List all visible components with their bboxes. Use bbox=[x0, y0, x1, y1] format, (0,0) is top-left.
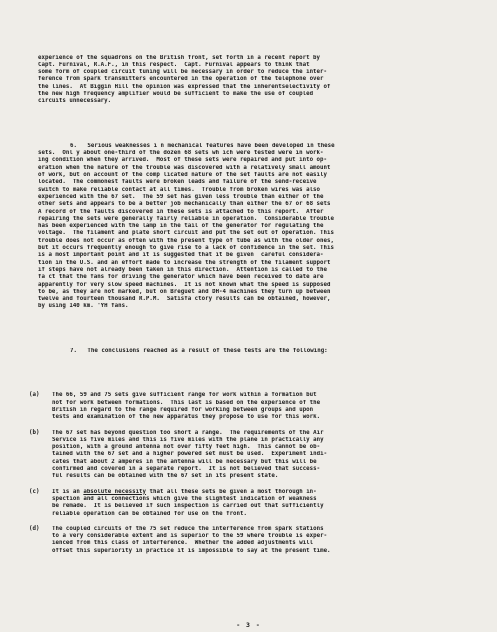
item-line bbox=[52, 489, 483, 496]
item-line-text: that all these sets be given a most thorough in- bbox=[146, 488, 317, 495]
document-body bbox=[29, 40, 483, 570]
intro-line: the new high frequency amplifier would be sufficient to make the use of coupled bbox=[38, 91, 314, 98]
paragraph-6-line: apparently for very slow speed machines. It is not known what the speed is supposed bbox=[38, 281, 331, 288]
paragraph-6-line: by using 140 km. 'YH fans. bbox=[38, 303, 129, 310]
conclusions-list bbox=[29, 392, 483, 555]
item-line: The coupled circuits of the 75 set reduce the interference from spark stations bbox=[52, 525, 324, 532]
paragraph-6-line: A record of the faults discovered in these sets is attached to this report. After bbox=[38, 208, 324, 215]
paragraph-6-line: ing condition when they arrived. Most of these sets were repaired and put into op- bbox=[38, 157, 327, 164]
intro-line: experience of the squadrons on the British front, set forth in a recent report by bbox=[38, 54, 321, 61]
item-line: ienced from this class of interference. Whether the added adjustments will bbox=[52, 540, 314, 547]
paragraph-6-line: of work, but on account of the comp licated nature of the set faults are not easily bbox=[38, 172, 327, 179]
item-line: cates that about 2 amperes in the antenna will be necessary but this will be bbox=[52, 458, 317, 465]
item-line: confirmed and covered in a separate report. It is not believed that success- bbox=[52, 466, 321, 473]
paragraph-6-line: twelve and fourteen thousand R.P.M. Satisfa ctory results can be obtained, however, bbox=[38, 296, 331, 303]
item-line: offset this superiority in practice it is impossible to say at the present time. bbox=[52, 547, 331, 554]
item-line: The 67 set has beyond question too short a range. The requirements of the Air bbox=[52, 429, 324, 436]
item-body bbox=[52, 430, 483, 481]
item-line: tests and examination of the new apparatus they propose to use for this work. bbox=[52, 414, 321, 421]
paragraph-6-line: trouble does not occur as often with the present type of tube as with the older ones, bbox=[38, 237, 334, 244]
conclusion-item bbox=[29, 488, 483, 518]
paragraph-6-line: if steps have not already been taken in this direction. Attention is called to the bbox=[38, 266, 327, 273]
conclusion-item bbox=[29, 429, 483, 481]
paragraph-6-line: tion in the U.S. and an effort made to increase the strength of the filament support bbox=[38, 259, 331, 266]
intro-line: some form of coupled circuit tuning will be necessary in order to reduce the inter- bbox=[38, 69, 327, 76]
item-line: spection and all connections which give the slightest indication of weakness bbox=[52, 495, 317, 502]
item-line: not for work between formations. This last is based on the experience of the bbox=[52, 399, 321, 406]
paragraph-6-line: switch to make reliable contact at all times. Trouble from broken wires was also bbox=[38, 186, 321, 193]
conclusion-item bbox=[29, 525, 483, 555]
paragraph-6 bbox=[38, 143, 483, 311]
paragraph-6-line: but it occurs frequently enough to give rise to a lack of confidence in the set. This bbox=[38, 245, 334, 252]
item-line: to a very considerable extent and is superior to the 59 where trouble is exper- bbox=[52, 533, 328, 540]
paragraph-7: 7. The conclusions reached as a result of these tests are the following: bbox=[70, 347, 328, 354]
paragraph-6-line: repairing the sets were generally fairly reliable in operation. Considerable trouble bbox=[38, 215, 334, 222]
item-label: (d) bbox=[29, 525, 40, 532]
underlined-emphasis: absolute necessity bbox=[83, 488, 147, 495]
paragraph-6-line: has been experienced with the lamp in the tail of the generator for regulating the bbox=[38, 223, 324, 230]
intro-line: Capt. Furnival, R.A.F., in this respect. Capt. Furnival appears to think that bbox=[38, 61, 310, 68]
item-body bbox=[52, 489, 483, 518]
item-label: (c) bbox=[29, 488, 40, 495]
item-body bbox=[52, 526, 483, 555]
paragraph-6-line: sets. Onl y about one-third of the dozen 68 sets wh ich were tested were in work- bbox=[38, 150, 324, 157]
paragraph-6-line: experienced with the 67 set. The 59 set has given less trouble than either of the bbox=[38, 193, 324, 200]
item-line: Service is five miles and this is five miles with the plane in practically any bbox=[52, 436, 324, 443]
item-label: (b) bbox=[29, 429, 40, 436]
paragraph-6-line: fa ct that the fans for driving the generator which have been received to date are bbox=[38, 274, 324, 281]
intro-line: circuits unnecessary. bbox=[38, 98, 112, 105]
paragraph-6-line: located. The commonest faults were broken leads and failure of the send-receive bbox=[38, 179, 317, 186]
paragraph-6-line: voltage. The filament and plate short circuit and put the set out of operation. This bbox=[38, 230, 334, 237]
item-line: British in regard to the range required for working between groups and upon bbox=[52, 406, 314, 413]
item-line-text: It is an bbox=[52, 488, 84, 495]
paragraph-6-line: other sets and appears to be a better job mechanically than either the 67 or 68 sets bbox=[38, 201, 331, 208]
intro-line: the lines. At Biggin Hill the opinion was expressed that the inherentselectivity of bbox=[38, 83, 331, 90]
paragraph-6-line: is a most important point and it is suggested that it be given careful considera- bbox=[38, 252, 324, 259]
paragraph-6-line: to be, as they are not marked, but on Breguet and DH-4 machines they turn up between bbox=[38, 288, 331, 295]
item-line: reliable operation can be obtained for use on the front. bbox=[52, 510, 247, 517]
paragraph-6-line: eration when the nature of the trouble was discovered with a relatively small amount bbox=[38, 164, 331, 171]
item-line: be remade. It is believed if such inspection is carried out that sufficiently bbox=[52, 503, 324, 510]
conclusion-item bbox=[29, 392, 483, 421]
item-body bbox=[52, 392, 483, 421]
page-number: - 3 - bbox=[236, 621, 261, 629]
item-line: ful results can be obtained with the 67 set in its present state. bbox=[52, 473, 279, 480]
item-line: tained with the 67 set and a higher powered set must be used. Experiment indi- bbox=[52, 451, 328, 458]
intro-paragraph bbox=[38, 55, 483, 106]
item-line: The 66, 59 and 75 sets give sufficient range for work within a formation but bbox=[52, 392, 317, 399]
paragraph-6-line: 6. Serious weaknesses i n mechanical features have been developed in these bbox=[70, 142, 335, 149]
intro-line: ference from spark transmitters encountered in the operation of the telephone over bbox=[38, 76, 324, 83]
item-line: position, with a ground antenna not over fifty feet high. This cannot be ob- bbox=[52, 444, 321, 451]
item-label: (a) bbox=[29, 392, 40, 399]
